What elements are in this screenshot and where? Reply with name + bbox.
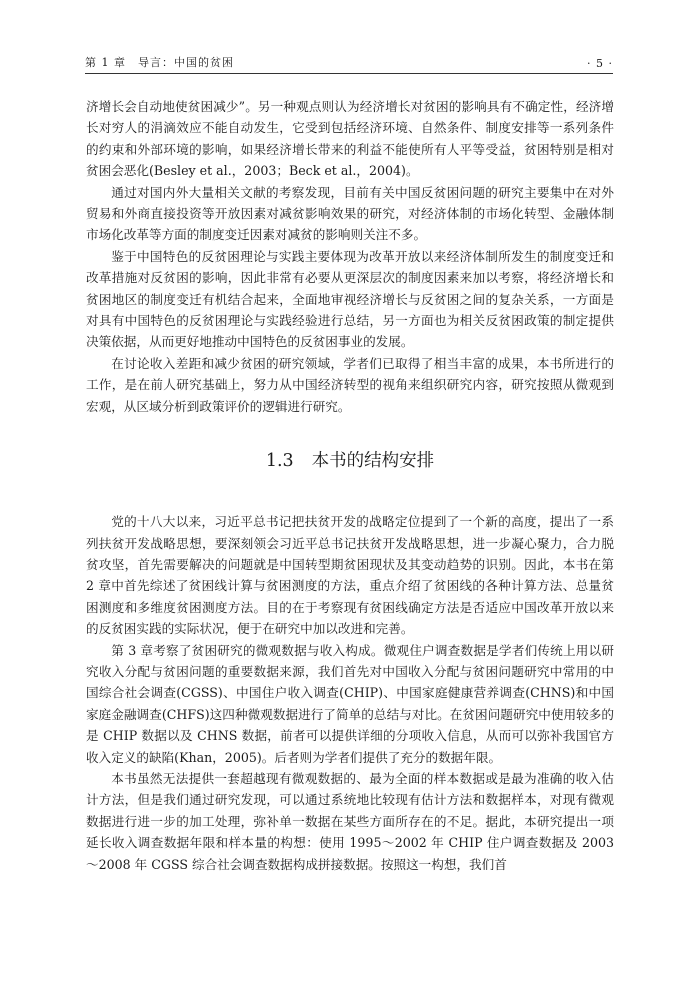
chapter-title: 第 1 章 导言：中国的贫困 xyxy=(85,56,234,69)
paragraph: 在讨论收入差距和减少贫困的研究领域，学者们已取得了相当丰富的成果，本书所进行的工作，是在前人研究基础上，努力从中国经济转型的视角来组织研究内容，研究按照从微观到宏观，从区域分析到政策评价的逻辑进行研究。 xyxy=(86,355,614,414)
paragraph: 济增长会自动地使贫困减少”。另一种观点则认为经济增长对贫困的影响具有不确定性，经济增长对穷人的涓滴效应不能自动发生，它受到包括经济环境、自然条件、制度安排等一系列条件的约束和外部环境的影响，如果经济增长带来的利益不能使所有人平等受益，贫困特别是相对贫困会恶化(Besley et al.，2003；Beck et al.，2004)。 xyxy=(86,99,614,179)
page-number: · 5 · xyxy=(587,57,613,70)
paragraph: 本书虽然无法提供一套超越现有微观数据的、最为全面的样本数据或是最为准确的收入估计方法，但是我们通过研究发现，可以通过系统地比较现有估计方法和数据样本，对现有微观数据进行进一步的加工处理，弥补单一数据在某些方面所存在的不足。据此，本研究提出一项延长收入调查数据年限和样本量的构想：使用 1995～2002 年 CHIP 住户调查数据及 2003～2008 年 CGSS 综合社会调查数据构成拼接数据。按照这一构想，我们首 xyxy=(86,770,614,872)
paragraph: 党的十八大以来，习近平总书记把扶贫开发的战略定位提到了一个新的高度，提出了一系列扶贫开发战略思想，要深刻领会习近平总书记扶贫开发战略思想，进一步凝心聚力，合力脱贫攻坚，首先需要解决的问题就是中国转型期贫困现状及其变动趋势的识别。因此，本书在第 2 章中首先综述了贫困线计算与贫困测度的方法，重点介绍了贫困线的各种计算方法、总量贫困测度和多维度贫困测度方法。目的在于考察现有贫困线确定方法是否适应中国改革开放以来的反贫困实践的实际状况，便于在研究中加以改进和完善。 xyxy=(86,514,614,637)
section-title: 本书的结构安排 xyxy=(311,451,435,472)
running-header xyxy=(85,54,613,74)
paragraph: 通过对国内外大量相关文献的考察发现，目前有关中国反贫困问题的研究主要集中在对外贸易和外商直接投资等开放因素对减贫影响效果的研究，对经济体制的市场化转型、金融体制市场化改革等方面的制度变迁因素对减贫的影响则关注不多。 xyxy=(86,184,614,243)
paragraph: 鉴于中国特色的反贫困理论与实践主要体现为改革开放以来经济体制所发生的制度变迁和改革措施对反贫困的影响，因此非常有必要从更深层次的制度因素来加以考察，将经济增长和贫困地区的制度变迁有机结合起来，全面地审视经济增长与反贫困之间的复杂关系，一方面是对具有中国特色的反贫困理论与实践经验进行总结，另一方面也为相关反贫困政策的制定提供决策依据，从而更好地推动中国特色的反贫困事业的发展。 xyxy=(86,248,614,350)
page-body xyxy=(86,96,614,875)
paragraph: 第 3 章考察了贫困研究的微观数据与收入构成。微观住户调查数据是学者们传统上用以研究收入分配与贫困问题的重要数据来源，我们首先对中国收入分配与贫困问题研究中常用的中国综合社会调查(CGSS)、中国住户收入调查(CHIP)、中国家庭健康营养调查(CHNS)和中国家庭金融调查(CHFS)这四种微观数据进行了简单的总结与对比。在贫困问题研究中使用较多的是 CHIP 数据以及 CHNS 数据，前者可以提供详细的分项收入信息，从而可以弥补我国官方收入定义的缺陷(Khan，2005)。后者则为学者们提供了充分的数据年限。 xyxy=(86,642,614,765)
section-heading xyxy=(86,439,614,483)
section-number: 1.3 xyxy=(265,451,294,472)
